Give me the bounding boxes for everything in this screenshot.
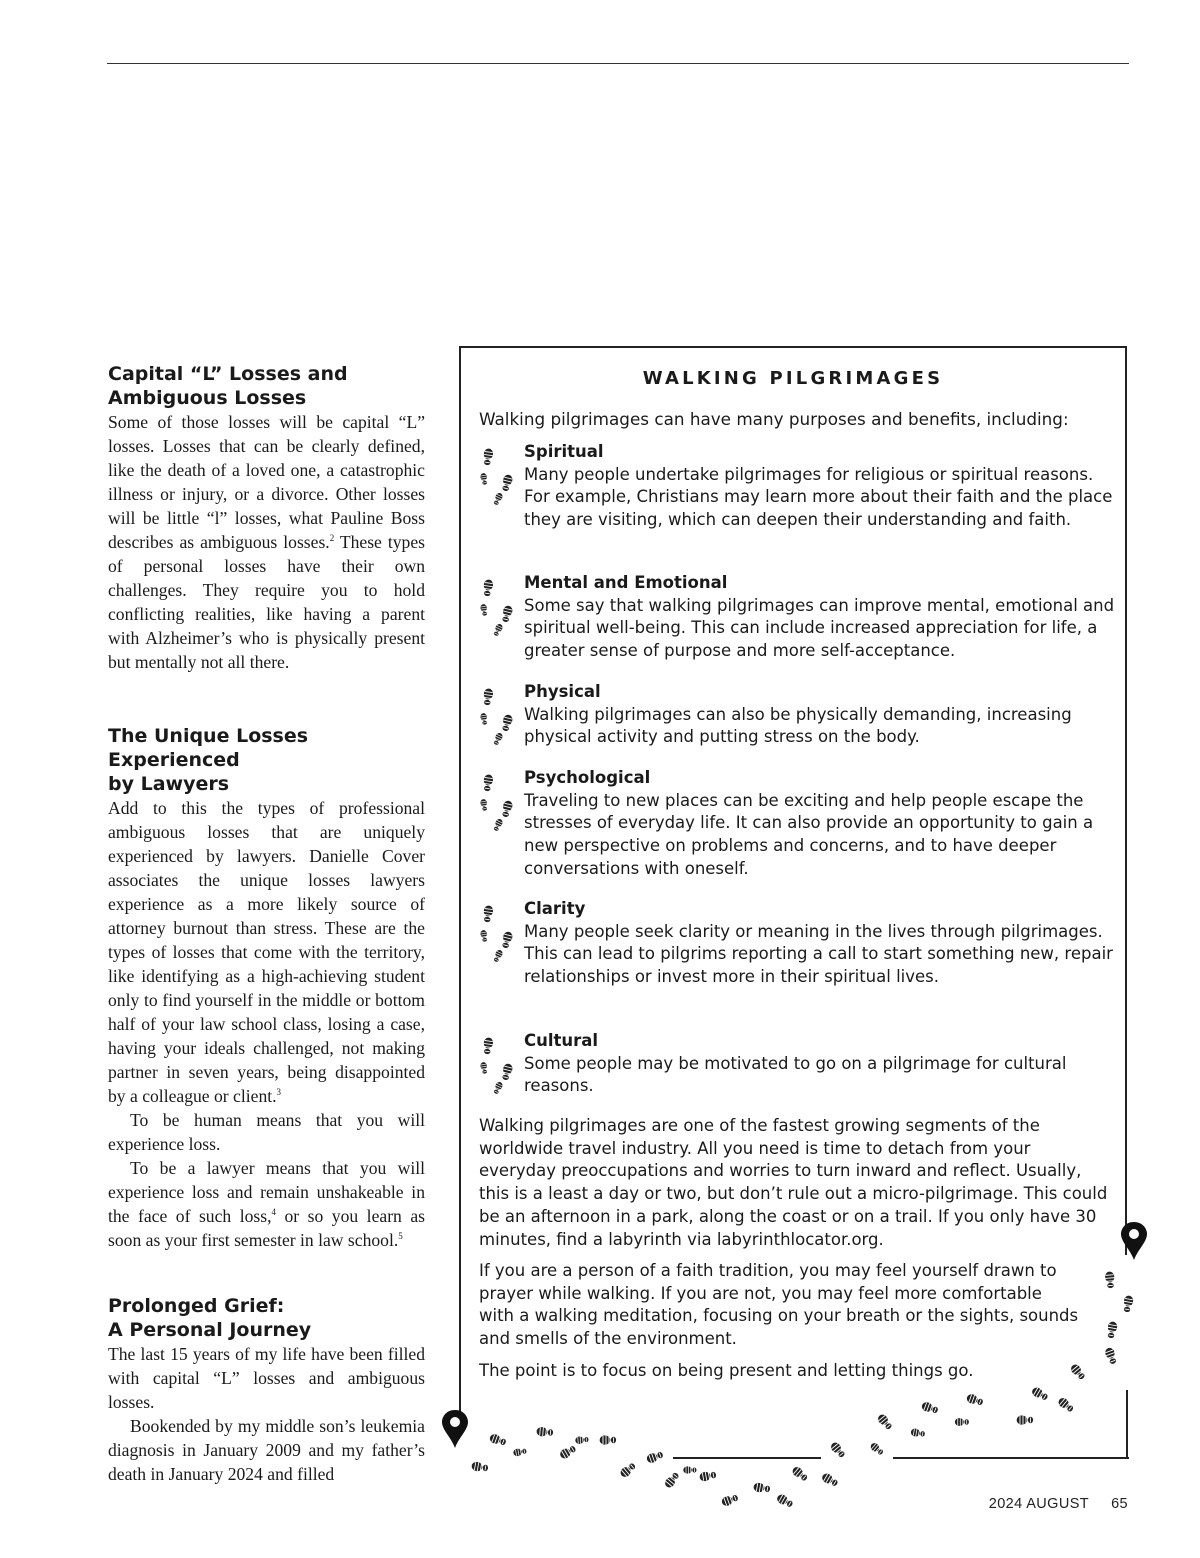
sidebar-paragraph: The point is to focus on being present and letting things go. (479, 1361, 974, 1380)
paragraph: To be human means that you will experience loss. (108, 1110, 425, 1154)
section-heading-prolonged-grief (108, 1294, 425, 1342)
section-heading-capital-l (108, 362, 425, 410)
footnote-ref: 2 (329, 533, 335, 544)
paragraph: The last 15 years of my life have been filled with capital “L” losses and ambiguous losses. (108, 1344, 425, 1412)
benefit-text: Walking pilgrimages can also be physically demanding, increasing physical activity and putting stress on the body. (524, 704, 1072, 747)
footnote-ref: 3 (276, 1087, 282, 1098)
benefit-title: Cultural (524, 1031, 599, 1050)
benefit-text: Some people may be motivated to go on a pilgrimage for cultural reasons. (524, 1053, 1067, 1096)
sidebar-title: WALKING PILGRIMAGES (642, 368, 944, 389)
benefit-item (479, 681, 1119, 749)
paragraph-text: These types of personal losses have their own challenges. They require you to hold conflicting realities, like having a parent with Alzheimer’s who is physically present but mentally not all there. (108, 532, 425, 672)
article-column (108, 362, 425, 1486)
benefit-title: Mental and Emotional (524, 573, 728, 592)
benefit-title: Spiritual (524, 442, 604, 461)
benefit-title: Physical (524, 682, 601, 701)
benefit-item (479, 898, 1119, 989)
heading-line: Ambiguous Losses (108, 387, 307, 409)
section-heading-unique-losses (108, 724, 425, 796)
heading-line: A Personal Journey (108, 1319, 312, 1341)
benefit-text: Some say that walking pilgrimages can improve mental, emotional and spiritual well-being. This can include increased appreciation for life, a greater sense of purpose and more self-acceptance. (524, 595, 1115, 661)
paragraph: Bookended by my middle son’s leukemia diagnosis in January 2009 and my father’s death in January 2024 and filled (108, 1416, 425, 1484)
footnote-ref: 5 (398, 1231, 403, 1242)
footprints-icon (479, 443, 519, 505)
paragraph (108, 1156, 425, 1252)
paragraph-text: or so you learn as soon as your first semester in law school. (108, 1206, 426, 1250)
heading-line: Capital “L” Losses and (108, 363, 348, 385)
sidebar-paragraph: Walking pilgrimages are one of the fastest growing segments of the worldwide travel industry. All you need is time to detach from your everyday preoccupations and worries to turn inward and reflect. Usually, this is a least a day or two, but don’t rule out a micro-pilgrimage. This could be an afternoon in a park, along the coast or on a trail. If you only have 30 minutes, find a labyrinth via labyrinthlocator.org. (479, 1116, 1108, 1249)
paragraph-text: To be a lawyer means that you will experience loss and remain unshakeable in the face of such loss, (108, 1158, 425, 1226)
heading-line: The Unique Losses Experienced (108, 725, 309, 771)
footprints-icon (479, 574, 519, 636)
footprints-icon (479, 900, 519, 962)
heading-line: by Lawyers (108, 773, 230, 795)
sidebar-intro: Walking pilgrimages can have many purposes and benefits, including: (479, 409, 1069, 429)
header-rule (107, 63, 1129, 64)
footprints-icon (479, 769, 519, 831)
benefit-text: Traveling to new places can be exciting and help people escape the stresses of everyday life. It can also provide an opportunity to gain a new perspective on problems and concerns, and to have deeper conversations with oneself. (524, 790, 1094, 878)
benefit-item (479, 1030, 1119, 1098)
heading-line: Prolonged Grief: (108, 1295, 285, 1317)
paragraph (108, 410, 425, 674)
sidebar-paragraph: If you are a person of a faith tradition, you may feel yourself drawn to prayer while walking. If you are not, you may feel more comfortable with a walking meditation, focusing on your breath or the sights, sounds and smells of the environment. (479, 1261, 1079, 1349)
page-footer (967, 1496, 1128, 1512)
paragraph (108, 796, 425, 1108)
paragraph-text: Some of those losses will be capital “L” losses. Losses that can be clearly defined, like the death of a loved one, a catastrophic illness or injury, or a divorce. Other losses will be little “l” losses, what Pauline Boss describes as ambiguous losses. (108, 412, 425, 552)
issue-label: 2024 AUGUST (988, 1496, 1090, 1512)
paragraph-text: Add to this the types of professional ambiguous losses that are uniquely experienced by lawyers. Danielle Cover associates the unique losses lawyers experience as a more likely source of attorney burnout than stress. These are the types of losses that come with the territory, like identifying as a high-achieving student only to find yourself in the middle or bottom half of your law school class, losing a case, having your ideals challenged, not making partner in seven years, being disappointed by a colleague or client. (108, 798, 425, 1106)
benefit-title: Clarity (524, 899, 586, 918)
benefit-text: Many people undertake pilgrimages for religious or spiritual reasons. For example, Christians may learn more about their faith and the place they are visiting, which can deepen their understanding and faith. (524, 464, 1113, 530)
benefit-title: Psychological (524, 768, 651, 787)
page-number: 65 (1111, 1496, 1128, 1512)
benefit-item (479, 572, 1119, 663)
benefit-text: Many people seek clarity or meaning in the lives through pilgrimages. This can lead to pilgrims reporting a call to start something new, repair relationships or invest more in their spiritual lives. (524, 921, 1113, 987)
footprints-icon (479, 1032, 519, 1094)
benefit-item (479, 441, 1119, 532)
footnote-ref: 4 (271, 1207, 276, 1218)
footprints-icon (479, 683, 519, 745)
benefit-item (479, 767, 1119, 881)
